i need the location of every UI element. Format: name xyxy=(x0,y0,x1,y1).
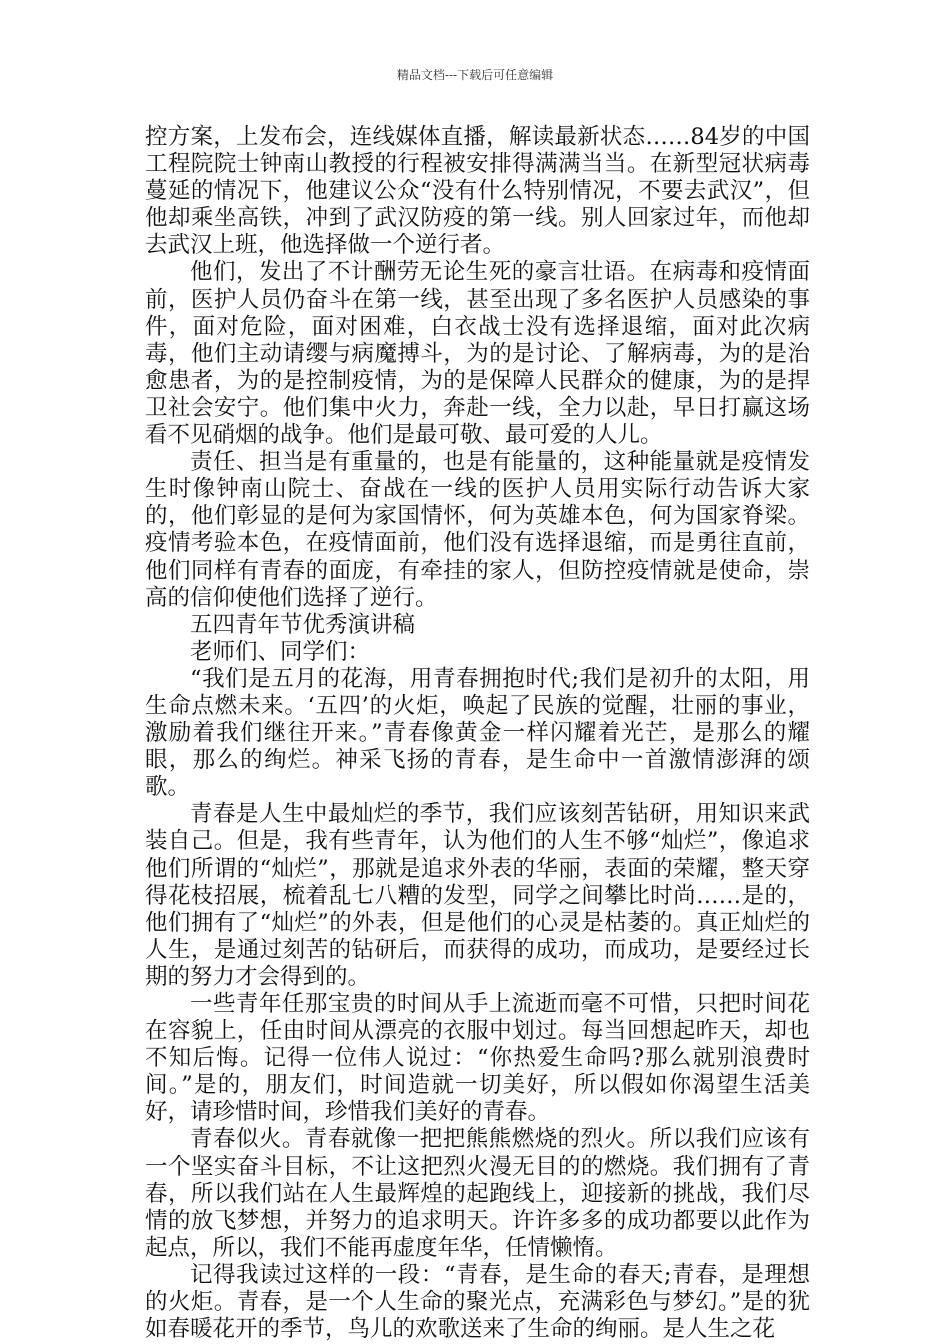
paragraph: 控方案，上发布会，连线媒体直播，解读最新状态……84岁的中国工程院院士钟南山教授的行程被安排得满满当当。在新型冠状病毒蔓延的情况下，他建议公众“没有什么特别情况，不要去武汉”，但他却乘坐高铁，冲到了武汉防疫的第一线。别人回家过年，而他却去武汉上班，他选择做一个逆行者。 xyxy=(145,124,810,259)
paragraph: 青春似火。青春就像一把把熊熊燃烧的烈火。所以我们应该有一个坚实奋斗目标，不让这把烈火漫无目的的燃烧。我们拥有了青春，所以我们站在人生最辉煌的起跑线上，迎接新的挑战，我们尽情的放飞梦想，并努力的追求明天。许许多多的成功都要以此作为起点，所以，我们不能再虚度年华，任情懒惰。 xyxy=(145,1126,810,1261)
paragraph: 他们，发出了不计酬劳无论生死的豪言壮语。在病毒和疫情面前，医护人员仍奋斗在第一线，甚至出现了多名医护人员感染的事件，面对危险，面对困难，白衣战士没有选择退缩，面对此次病毒，他们主动请缨与病魔搏斗，为的是讨论、了解病毒，为的是治愈患者，为的是控制疫情，为的是保障人民群众的健康，为的是捍卫社会安宁。他们集中火力，奔赴一线，全力以赴，早日打赢这场看不见硝烟的战争。他们是最可敬、最可爱的人儿。 xyxy=(145,259,810,449)
paragraph: 青春是人生中最灿烂的季节，我们应该刻苦钻研，用知识来武装自己。但是，我有些青年，认为他们的人生不够“灿烂”，像追求他们所谓的“灿烂”，那就是追求外表的华丽，表面的荣耀，整天穿得花枝招展，梳着乱七八糟的发型，同学之间攀比时尚……是的，他们拥有了“灿烂”的外表，但是他们的心灵是枯萎的。真正灿烂的人生，是通过刻苦的钻研后，而获得的成功，而成功，是要经过长期的努力才会得到的。 xyxy=(145,801,810,990)
salutation: 老师们、同学们： xyxy=(190,638,371,665)
paragraph: 记得我读过这样的一段：“青春，是生命的春天;青春，是理想的火炬。青春，是一个人生命的聚光点，充满彩色与梦幻。”是的犹如春暖花开的季节，鸟儿的欢歌送来了生命的绚丽。是人生之花 xyxy=(145,1261,810,1343)
page-header: 精品文档---下载后可任意编辑 xyxy=(396,68,554,82)
speech-title: 五四青年节优秀演讲稿 xyxy=(190,611,416,638)
paragraph: “我们是五月的花海，用青春拥抱时代;我们是初升的太阳，用生命点燃未来。‘五四’的火炬，唤起了民族的觉醒，壮丽的事业，激励着我们继往开来。”青春像黄金一样闪耀着光芒，是那么的耀眼，那么的绚烂。神采飞扬的青春，是生命中一首激情澎湃的颂歌。 xyxy=(145,665,810,801)
paragraph: 责任、担当是有重量的，也是有能量的，这种能量就是疫情发生时像钟南山院士、奋战在一线的医护人员用实际行动告诉大家的，他们彰显的是何为家国情怀，何为英雄本色，何为国家脊梁。疫情考验本色，在疫情面前，他们没有选择退缩，而是勇往直前，他们同样有青春的面庞，有牵挂的家人，但防控疫情就是使命，崇高的信仰使他们选择了逆行。 xyxy=(145,449,810,611)
paragraph: 一些青年任那宝贵的时间从手上流逝而毫不可惜，只把时间花在容貌上，任由时间从漂亮的衣服中划过。每当回想起昨天，却也不知后悔。记得一位伟人说过：“你热爱生命吗?那么就别浪费时间。”是的，朋友们，时间造就一切美好，所以假如你渴望生活美好，请珍惜时间，珍惜我们美好的青春。 xyxy=(145,991,810,1126)
document-body xyxy=(145,124,810,1343)
